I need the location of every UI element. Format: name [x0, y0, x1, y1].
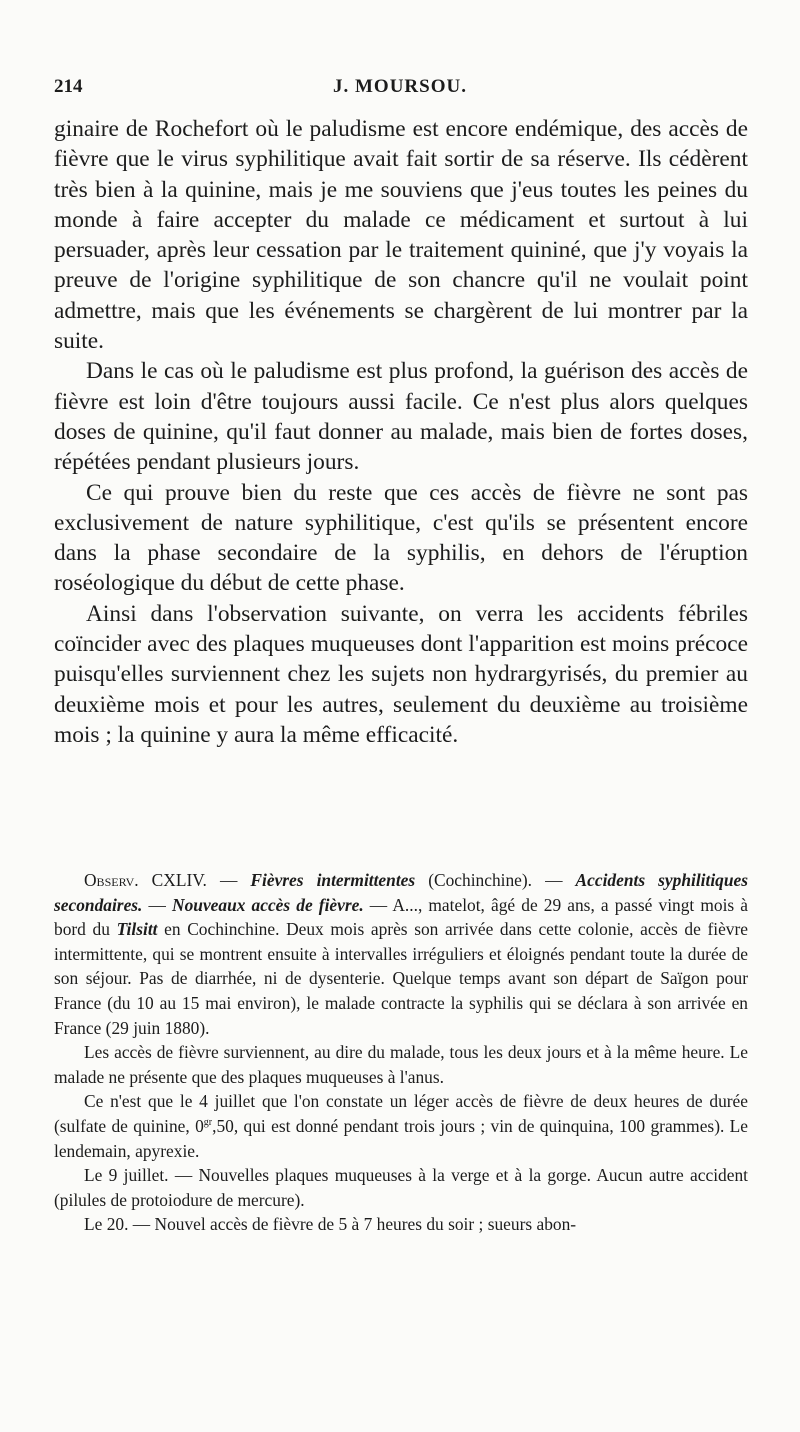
observation-text: — A..., matelot, âgé de 29 ans, a passé vingt mois à bord du — [54, 894, 749, 940]
observation-place: (Cochinchine). — — [415, 870, 576, 890]
observation-title: Fièvres intermittentes — [250, 870, 416, 890]
observation-label: Observ. CXLIV. — [84, 870, 207, 890]
paragraph: Ainsi dans l'observation suivante, on verra les accidents fébriles coïncider avec des plaques muqueuses dont l'apparition est moins précoce puisqu'elles surviennent chez les sujets non hydrargyrisés, du premier au deuxième mois et pour les autres, seulement du deuxième au troisième mois ; la quinine y aura la même efficacité. — [54, 600, 748, 748]
running-head: J. MOURSOU. — [333, 76, 467, 97]
page-header — [54, 76, 746, 106]
observation-text: ,50, qui est donné pendant trois jours ; vin de quinquina, 100 grammes). Le lendemain, apyrexie. — [54, 1115, 749, 1161]
observation-block — [54, 868, 748, 1237]
separator: — — [206, 870, 251, 890]
observation-paragraph — [54, 1089, 748, 1163]
observation-paragraph: Le 20. — Nouvel accès de fièvre de 5 à 7 heures du soir ; sueurs abon- — [84, 1214, 577, 1235]
observation-text: Ce n'est que le 4 juillet que l'on constate un léger accès de fièvre de deux heures de durée (sulfate de quinine, 0 — [54, 1091, 748, 1136]
paragraph: Ce qui prouve bien du reste que ces accès de fièvre ne sont pas exclusivement de nature syphilitique, c'est qu'ils se présentent encore dans la phase secondaire de la syphilis, en dehors de l'éruption roséologique du début de cette phase. — [54, 479, 748, 597]
page-number: 214 — [54, 76, 83, 97]
paragraph: Dans le cas où le paludisme est plus profond, la guérison des accès de fièvre est loin d'être toujours aussi facile. Ce n'est plus alors quelques doses de quinine, qu'il faut donner au malade, mais bien de fortes doses, répétées pendant plusieurs jours. — [54, 358, 748, 476]
observation-paragraph — [54, 868, 748, 1040]
paragraph-continued: ginaire de Rochefort où le paludisme est encore endémique, des accès de fièvre que le virus syphilitique avait fait sortir de sa réserve. Ils cédèrent très bien à la quinine, mais je me souviens que j'eus toutes les peines du monde à faire accepter du malade ce médicament et surtout à lui persuader, après leur cessation par le traitement quininé, que j'y voyais la preuve de l'origine syphilitique de son chancre qu'il ne voulait point admettre, mais que les événements se chargèrent de lui montrer par la suite. — [54, 116, 748, 355]
unit-superscript: gr — [203, 1117, 213, 1129]
observation-text: en Cochinchine. Deux mois après son arrivée dans cette colonie, accès de fièvre intermittente, qui se montrent ensuite à intervalles irréguliers et éloignés pendant toute la durée de son séjour. Pas de diarrhée, ni de dysenterie. Quelque temps avant son départ de Saïgon pour France (du 10 au 15 mai environ), le malade contracte la syphilis qui se déclara à son arrivée en France (29 juin 1880). — [54, 919, 749, 1038]
ship-name: Tilsitt — [116, 919, 158, 940]
observation-paragraph: Le 9 juillet. — Nouvelles plaques muqueuses à la verge et à la gorge. Aucun autre accident (pilules de protoiodure de mercure). — [54, 1165, 748, 1210]
main-text — [54, 114, 748, 750]
separator: — — [142, 894, 173, 915]
observation-paragraph: Les accès de fièvre surviennent, au dire du malade, tous les deux jours et à la même heure. Le malade ne présente que des plaques muqueuses à l'anus. — [54, 1042, 748, 1087]
observation-subtitle: Nouveaux accès de fièvre. — [172, 894, 364, 915]
observation-subtitle: Accidents syphilitiques secondaires. — [54, 870, 748, 915]
